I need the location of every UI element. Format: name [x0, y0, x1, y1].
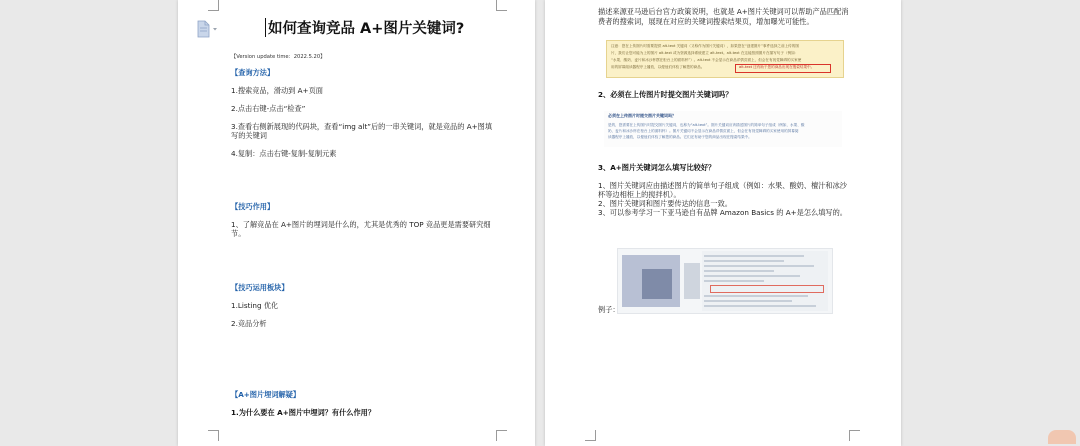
- policy-note-line: 用的屏幕阅读器程序上播放，以便他们体验了解您的商品。: [611, 65, 705, 69]
- tip-line: 1、图片关键词应由描述图片的简单句子组成（例如：水果、酸奶、檀汁和冰沙: [598, 181, 847, 190]
- question-2: 2、必须在上传图片时提交图片关键词吗？: [598, 90, 733, 99]
- margin-corner-mark: [208, 430, 219, 441]
- step-4: 4.复制：点击右键-复制-复制元素: [231, 149, 337, 158]
- step-1: 1.搜索竞品，滑动到 A+页面: [231, 86, 323, 95]
- module-item: 1.Listing 优化: [231, 301, 279, 310]
- section-heading-method: 【查询方法】: [231, 68, 275, 77]
- intro-line-1: 描述来源亚马逊后台官方政策说明，也就是 A+图片关键词可以帮助产品匹配消: [598, 7, 849, 16]
- answer-screenshot: [604, 111, 842, 147]
- margin-corner-mark: [496, 0, 507, 11]
- question-3: 3、A+图片关键词怎么填写比较好？: [598, 163, 716, 172]
- watermark-logo: [1048, 430, 1076, 444]
- example-screenshot-image: [617, 248, 833, 314]
- answer-box-line: 是的，您需要在上传图片时提交图片关键词，也称为“alt-text”。图片关键词应该描述图片的简单句子组成（例如，水果、酸: [608, 123, 805, 127]
- text-cursor: [265, 18, 266, 37]
- question-1: 1.为什么要在 A+图片中埋词？有什么作用？: [231, 408, 376, 417]
- policy-note-highlight: alt-text 还有助于您的商品出现在搜索结果中。: [739, 65, 815, 69]
- purpose-line-2: 节。: [231, 229, 246, 238]
- margin-corner-mark: [849, 430, 860, 441]
- margin-corner-mark: [496, 430, 507, 441]
- answer-box-line: 读器程序上播放，以便他们体验了解您的商品。它们还有助于您的商品出现在搜索结果中。: [608, 135, 752, 139]
- policy-note-line: “水果、酸奶、麦片和冰沙杯摆在柜台上的面料杯”）。alt-text 不会显示在商品详情页面上，但会在有视觉障碍的买家使: [611, 58, 802, 62]
- example-label: 例子：: [598, 305, 620, 314]
- section-heading-explain: 【A+图片埋词解疑】: [231, 390, 301, 399]
- step-3-line-2: 写的关键词: [231, 131, 267, 140]
- tip-line: 杯等边相柜上的搅拌机）。: [598, 190, 681, 199]
- version-note: 【Version update time：2022.5.20】: [231, 54, 326, 60]
- answer-box-line: 奶、麦片和冰沙杯在柜台上的面料杯）。图片关键词不会显示在商品详情页面上，但会在有视觉障碍的买家使用的屏幕阅: [608, 129, 799, 133]
- intro-line-2: 费者的搜索词，展现在对应的关键词搜索结果页，增加曝光可能性。: [598, 17, 814, 26]
- margin-corner-mark: [585, 430, 596, 441]
- tip-line: 3、可以参考学习一下亚马逊自有品牌 Amazon Basics 的 A+是怎么填写的。: [598, 208, 847, 217]
- step-3-line-1: 3.查看右侧新展现的代码块，查看“img alt”后的一串关键词，就是竞品的 A+图填: [231, 122, 493, 131]
- margin-corner-mark: [208, 0, 219, 11]
- policy-note-line: 片，我们让您可能为上的图片 alt-text 或为资源选择系统建立 alt-text。alt-text 在这能按照图片在描写句子（例如：: [611, 51, 799, 55]
- tip-line: 2、图片关键词和图片要传达的信息一致。: [598, 199, 732, 208]
- page-title: 如何查询竞品 A+图片关键词?: [268, 21, 465, 37]
- section-heading-modules: 【技巧运用板块】: [231, 283, 289, 292]
- dropdown-caret-icon: [213, 28, 217, 31]
- answer-box-title: 必须在上传图片时提交图片关键词吗？: [608, 113, 676, 118]
- section-heading-purpose: 【技巧作用】: [231, 202, 275, 211]
- purpose-line-1: 1、了解竞品在 A+图片的埋词是什么的，尤其是优秀的 TOP 竞品更是需要研究细: [231, 220, 491, 229]
- document-icon[interactable]: [196, 20, 218, 38]
- policy-note-line: 注意：您在上传图片时需要提供 alt-text 关键词（又称作为图片关键词），如果您在“创建图片”事件选择之前上传的图: [611, 44, 799, 48]
- step-2: 2.点击右键-点击“检查”: [231, 104, 306, 113]
- module-item: 2.竞品分析: [231, 319, 267, 328]
- highlight-outline: [735, 64, 831, 73]
